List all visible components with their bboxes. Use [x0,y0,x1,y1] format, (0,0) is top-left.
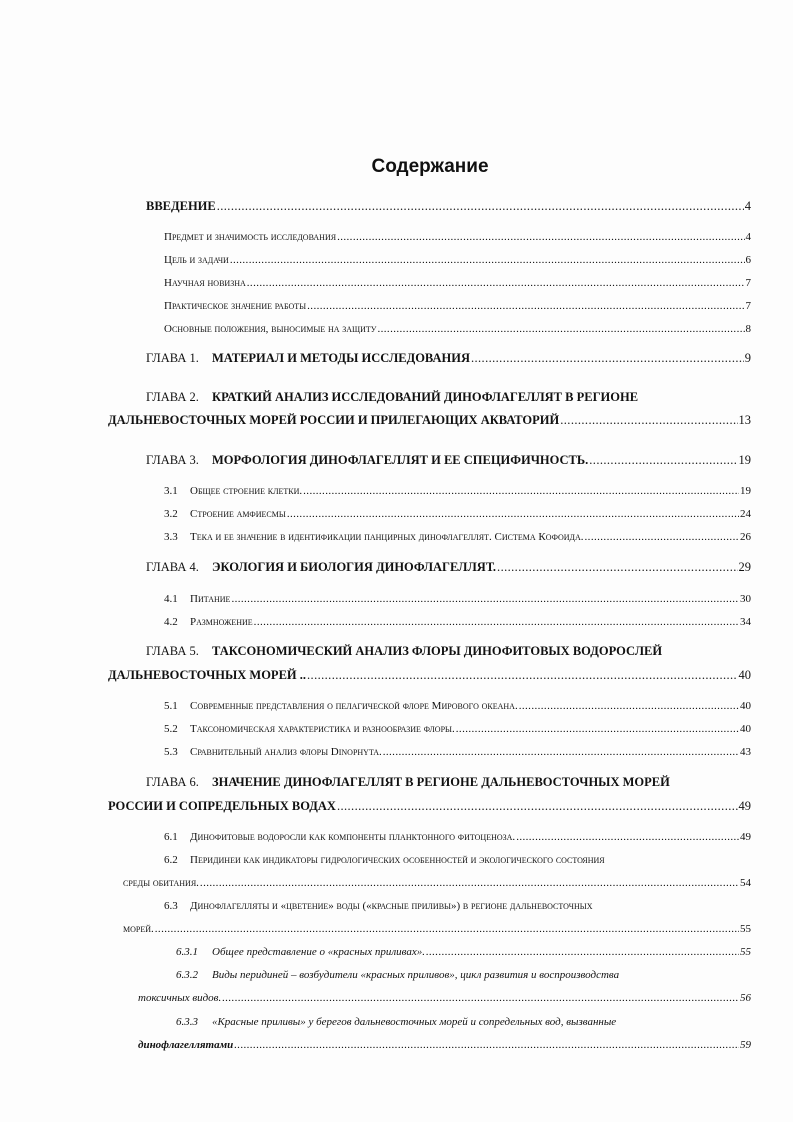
toc-leader [377,321,744,337]
toc-label-continuation: ДАЛЬНЕВОСТОЧНЫХ МОРЕЙ .. [108,668,307,682]
toc-label: Динофитовые водоросли как компоненты планктонного фитоценоза. [190,831,516,843]
toc-page: 4 [745,231,751,243]
page-title: Содержание [371,156,489,177]
toc-label: Современные представления о пелагической флоре Мирового океана. [190,700,518,712]
toc-entry-cont[interactable] [123,921,751,937]
toc-leader [516,829,739,845]
toc-entry-chapter-5[interactable] [146,643,751,659]
toc-entry-chapter-2-cont[interactable] [108,412,751,428]
toc-page: 4 [744,199,751,213]
toc-label: Практическое значение работы [164,300,307,312]
toc-entry-chapter-2[interactable] [146,389,751,405]
toc-entry[interactable] [164,744,751,760]
subsection-number: 6.3.2 [176,969,198,981]
toc-label-continuation: морей. [123,923,154,935]
toc-page: 40 [738,668,751,682]
toc-leader [222,990,739,1006]
toc-page: 13 [738,413,751,427]
toc-entry[interactable] [164,898,751,914]
toc-leader [247,275,745,291]
toc-leader [471,350,744,366]
section-number: 3.1 [164,485,178,497]
toc-page: 6 [745,254,751,266]
toc-label: Предмет и значимость исследования [164,231,337,243]
toc-label-continuation: среды обитания. [123,877,199,889]
toc-entry-cont[interactable] [138,1037,751,1053]
toc-entry[interactable] [164,252,751,268]
toc-page: 59 [740,1039,751,1051]
toc-leader [155,921,739,937]
toc-label: Динофлагелляты и «цветение» воды («красные приливы») в регионе дальневосточных [190,900,593,912]
toc-label: ЗНАЧЕНИЕ ДИНОФЛАГЕЛЛЯТ В РЕГИОНЕ ДАЛЬНЕВОСТОЧНЫХ МОРЕЙ [212,775,670,789]
toc-label: Сравнительный анализ флоры Dinophyta. [190,746,382,758]
toc-page: 29 [738,560,751,574]
toc-entry[interactable] [176,967,751,983]
toc-leader [230,252,745,268]
toc-label: КРАТКИЙ АНАЛИЗ ИССЛЕДОВАНИЙ ДИНОФЛАГЕЛЛЯТ В РЕГИОНЕ [212,390,639,404]
toc-label: Питание [190,593,231,605]
toc-page: 49 [740,831,751,843]
toc-entry[interactable] [176,944,751,960]
section-number: 3.2 [164,508,178,520]
toc-page: 7 [745,300,751,312]
toc-label: Размножение [190,616,253,628]
chapter-number: ГЛАВА 4. [146,560,199,574]
toc-label: Общее представление о «красных приливах». [212,946,425,958]
section-number: 6.3 [164,900,178,912]
toc-entry[interactable] [176,1014,751,1030]
toc-page: 56 [740,992,751,1004]
toc-leader [519,698,739,714]
toc-label: Таксономическая характеристика и разнообразие флоры. [190,723,455,735]
section-number: 5.3 [164,746,178,758]
toc-entry[interactable] [164,591,751,607]
toc-leader [231,591,739,607]
chapter-number: ГЛАВА 2. [146,390,199,404]
toc-entry-chapter-1[interactable] [146,350,751,366]
toc-entry[interactable] [164,229,751,245]
section-number: 3.3 [164,531,178,543]
toc-leader [200,875,739,891]
toc-leader [560,412,737,428]
toc-label: МОРФОЛОГИЯ ДИНОФЛАГЕЛЛЯТ И ЕЕ СПЕЦИФИЧНОСТЬ. [212,453,589,467]
section-number: 5.2 [164,723,178,735]
subsection-number: 6.3.3 [176,1016,198,1028]
toc-leader [217,198,744,214]
toc-page: 9 [744,351,751,365]
toc-entry[interactable] [164,698,751,714]
toc-label-continuation: РОССИИ И СОПРЕДЕЛЬНЫХ ВОДАХ [108,799,336,813]
toc-page: 30 [740,593,751,605]
toc-page: 43 [740,746,751,758]
toc-entry-cont[interactable] [138,990,751,1006]
toc-entry[interactable] [164,506,751,522]
toc-label-continuation: ДАЛЬНЕВОСТОЧНЫХ МОРЕЙ РОССИИ И ПРИЛЕГАЮЩИХ АКВАТОРИЙ [108,413,560,427]
toc-label: Тека и ее значение в идентификации панцирных динофлагеллят. Система Кофоида. [190,531,584,543]
toc-label: «Красные приливы» у берегов дальневосточных морей и сопредельных вод, вызванные [212,1016,617,1028]
chapter-number: ГЛАВА 5. [146,644,199,658]
section-number: 5.1 [164,700,178,712]
chapter-number: ГЛАВА 6. [146,775,199,789]
subsection-number: 6.3.1 [176,946,198,958]
toc-entry[interactable] [164,614,751,630]
toc-leader [254,614,739,630]
toc-entry-chapter-6-cont[interactable] [108,798,751,814]
toc-leader [589,452,737,468]
toc-page: 7 [745,277,751,289]
toc-entry-cont[interactable] [123,875,751,891]
chapter-number: ГЛАВА 1. [146,351,199,365]
toc-entry[interactable] [164,529,751,545]
toc-leader [307,298,744,314]
toc-page: 26 [740,531,751,543]
toc-page: 24 [740,508,751,520]
toc-label: Цель и задачи [164,254,229,266]
toc-entry[interactable] [164,483,751,499]
toc-leader [383,744,739,760]
toc-page: 8 [745,323,751,335]
toc-label: Основные положения, выносимые на защиту [164,323,377,335]
chapter-number: ГЛАВА 3. [146,453,199,467]
toc-entry-chapter-5-cont[interactable] [108,667,751,683]
toc-page: 40 [740,723,751,735]
toc-label: ЭКОЛОГИЯ И БИОЛОГИЯ ДИНОФЛАГЕЛЛЯТ. [212,560,497,574]
toc-label-continuation: токсичных видов. [138,992,222,1004]
toc-page: 55 [740,923,751,935]
toc-leader [234,1037,739,1053]
toc-entry[interactable] [164,852,751,868]
toc-label: ТАКСОНОМИЧЕСКИЙ АНАЛИЗ ФЛОРЫ ДИНОФИТОВЫХ ВОДОРОСЛЕЙ [212,644,663,658]
toc-leader [456,721,739,737]
toc-leader [426,944,739,960]
toc-label: Общее строение клетки. [190,485,303,497]
section-number: 6.1 [164,831,178,843]
toc-label: Строение амфиесмы [190,508,286,520]
toc-label: МАТЕРИАЛ И МЕТОДЫ ИССЛЕДОВАНИЯ [212,351,470,365]
toc-page: 19 [738,453,751,467]
toc-page: 19 [740,485,751,497]
toc-entry[interactable] [164,275,751,291]
toc-page: 54 [740,877,751,889]
toc-leader [307,667,737,683]
section-number: 4.2 [164,616,178,628]
toc-page: 34 [740,616,751,628]
toc-entry-chapter-3[interactable] [146,452,751,468]
toc-page: 55 [740,946,751,958]
toc-label: ВВЕДЕНИЕ [146,199,216,213]
toc-entry-chapter-4[interactable] [146,559,751,575]
section-number: 6.2 [164,854,178,866]
toc-entry[interactable] [164,829,751,845]
toc-leader [337,229,744,245]
toc-leader [287,506,739,522]
toc-leader [337,798,738,814]
toc-entry-introduction[interactable] [146,198,751,214]
toc-entry[interactable] [164,721,751,737]
toc-leader [497,559,737,575]
toc-entry-chapter-6[interactable] [146,774,751,790]
toc-label: Научная новизна [164,277,246,289]
toc-label: Перидинеи как индикаторы гидрологических особенностей и экологического состояния [190,854,605,866]
toc-page: 40 [740,700,751,712]
toc-page: 49 [738,799,751,813]
toc-label: Виды перидиней – возбудители «красных приливов», цикл развития и воспроизводства [212,969,620,981]
toc-entry[interactable] [164,298,751,314]
toc-label-continuation: динофлагеллятами [138,1039,234,1051]
toc-leader [585,529,739,545]
toc-leader [303,483,739,499]
section-number: 4.1 [164,593,178,605]
toc-entry[interactable] [164,321,751,337]
